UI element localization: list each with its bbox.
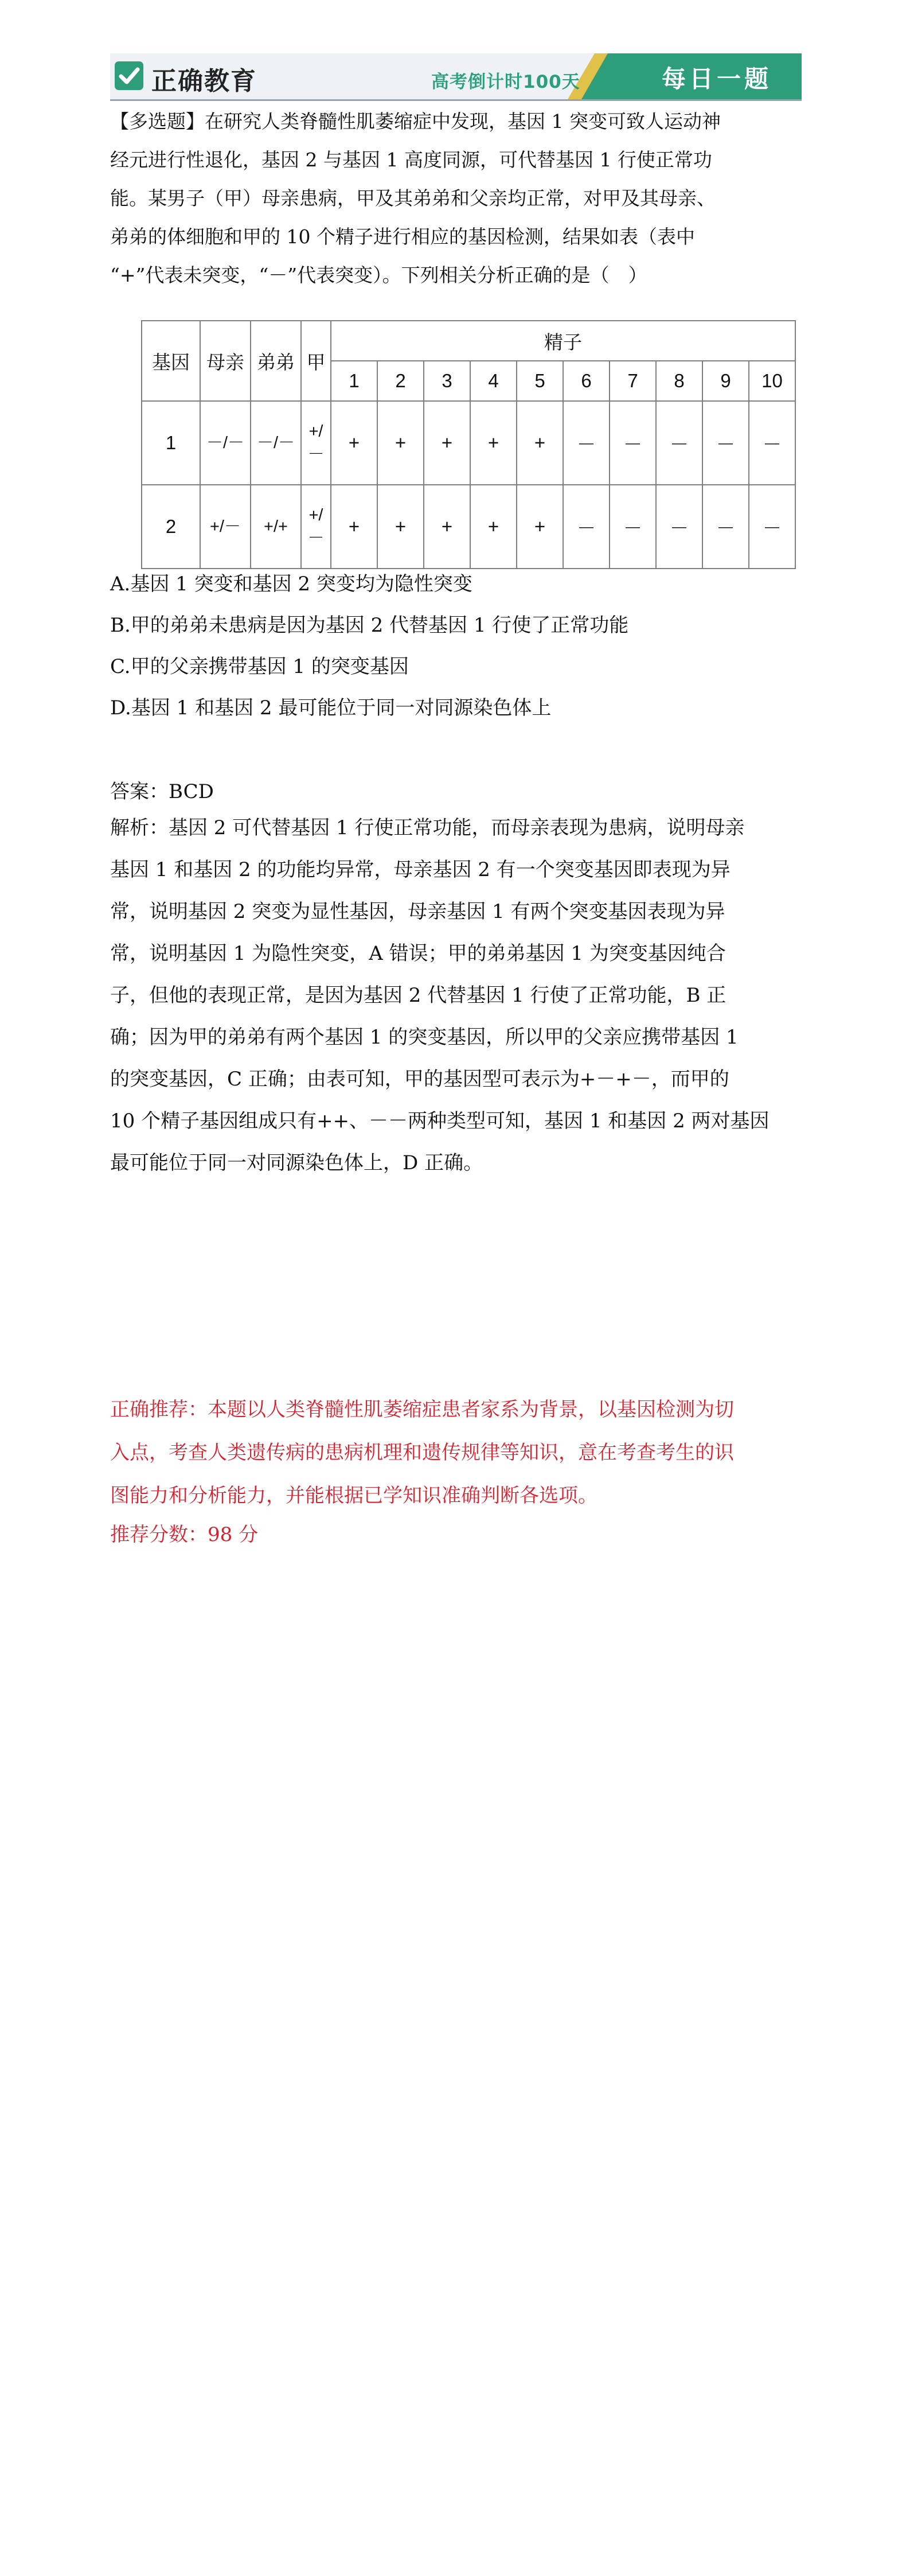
sperm-number: 9 [702, 361, 749, 401]
sperm-cell: + [377, 485, 424, 569]
option-d: D.基因 1 和基因 2 最可能位于同一对同源染色体上 [110, 696, 552, 719]
jia-genotype: +/－ [301, 401, 331, 485]
brand-name: 正确教育 [151, 67, 257, 96]
gene-cell: 2 [142, 485, 200, 569]
sperm-cell: + [377, 401, 424, 485]
sperm-number: 1 [331, 361, 377, 401]
exam-countdown: 高考倒计时100天 [431, 72, 580, 92]
daily-question-title: 每日一题 [662, 65, 772, 93]
question-line: 能。某男子（甲）母亲患病，甲及其弟弟和父亲均正常，对甲及其母亲、 [110, 187, 716, 209]
sperm-number: 8 [656, 361, 702, 401]
analysis-line: 常，说明基因 2 突变为显性基因，母亲基因 1 有两个突变基因表现为异 [110, 900, 725, 923]
sperm-number: 5 [517, 361, 563, 401]
sperm-cell: + [470, 401, 517, 485]
jia-genotype: +/－ [301, 485, 331, 569]
question-line: 经元进行性退化，基因 2 与基因 1 高度同源，可代替基因 1 行使正常功 [110, 149, 712, 171]
recommend-score: 推荐分数：98 分 [110, 1523, 259, 1546]
recommendation-line: 入点，考查人类遗传病的患病机理和遗传规律等知识，意在考查考生的识 [110, 1441, 734, 1464]
recommendation-line: 正确推荐：本题以人类脊髓性肌萎缩症患者家系为背景，以基因检测为切 [110, 1398, 734, 1421]
question-line: 【多选题】在研究人类脊髓性肌萎缩症中发现，基因 1 突变可致人运动神 [110, 110, 721, 133]
sperm-cell: + [331, 401, 377, 485]
sperm-cell: － [610, 485, 656, 569]
analysis-line: 的突变基因，C 正确；由表可知，甲的基因型可表示为+－+－，而甲的 [110, 1068, 729, 1091]
sperm-cell: + [470, 485, 517, 569]
sperm-number: 7 [610, 361, 656, 401]
sperm-cell: + [331, 485, 377, 569]
recommendation [110, 1388, 804, 1552]
check-logo-icon [115, 61, 143, 90]
analysis-line: 基因 1 和基因 2 的功能均异常，母亲基因 2 有一个突变基因即表现为异 [110, 858, 731, 881]
question-stem [110, 102, 804, 294]
sperm-number: 6 [563, 361, 610, 401]
sperm-cell: － [702, 485, 749, 569]
option-a: A.基因 1 突变和基因 2 突变均为隐性突变 [110, 573, 472, 596]
mother-genotype: －/－ [200, 401, 251, 485]
brother-genotype: +/+ [251, 485, 301, 569]
analysis-line: 最可能位于同一对同源染色体上，D 正确。 [110, 1151, 483, 1174]
analysis-line: 子，但他的表现正常，是因为基因 2 代替基因 1 行使了正常功能，B 正 [110, 984, 727, 1007]
table-row [142, 401, 795, 485]
question-line: “+”代表未突变，“－”代表突变）。下列相关分析正确的是（ ） [110, 264, 647, 286]
analysis-line: 确；因为甲的弟弟有两个基因 1 的突变基因，所以甲的父亲应携带基因 1 [110, 1026, 739, 1049]
header-banner [110, 53, 802, 101]
mother-genotype: +/－ [200, 485, 251, 569]
header-mother: 母亲 [200, 321, 251, 401]
sperm-number: 3 [424, 361, 470, 401]
brother-genotype: －/－ [251, 401, 301, 485]
sperm-cell: － [749, 401, 795, 485]
sperm-cell: － [563, 401, 610, 485]
sperm-cell: + [517, 485, 563, 569]
header-jia: 甲 [301, 321, 331, 401]
analysis [110, 807, 804, 1184]
sperm-cell: － [702, 401, 749, 485]
sperm-cell: － [749, 485, 795, 569]
question-line: 弟弟的体细胞和甲的 10 个精子进行相应的基因检测，结果如表（表中 [110, 225, 695, 248]
analysis-line: 解析：基因 2 可代替基因 1 行使正常功能，而母亲表现为患病，说明母亲 [110, 816, 745, 839]
analysis-line: 10 个精子基因组成只有++、－－两种类型可知，基因 1 和基因 2 两对基因 [110, 1110, 770, 1133]
header-sperm: 精子 [331, 321, 795, 361]
sperm-number: 10 [749, 361, 795, 401]
gene-test-table [141, 320, 796, 569]
sperm-cell: － [610, 401, 656, 485]
sperm-cell: － [656, 401, 702, 485]
analysis-line: 常，说明基因 1 为隐性突变，A 错误；甲的弟弟基因 1 为突变基因纯合 [110, 942, 726, 965]
table-row [142, 485, 795, 569]
sperm-cell: + [424, 401, 470, 485]
answer: 答案：BCD [110, 780, 214, 803]
sperm-cell: － [656, 485, 702, 569]
sperm-cell: + [424, 485, 470, 569]
sperm-number: 4 [470, 361, 517, 401]
sperm-cell: + [517, 401, 563, 485]
sperm-cell: － [563, 485, 610, 569]
recommendation-line: 图能力和分析能力，并能根据已学知识准确判断各选项。 [110, 1484, 597, 1507]
gene-cell: 1 [142, 401, 200, 485]
sperm-number: 2 [377, 361, 424, 401]
option-c: C.甲的父亲携带基因 1 的突变基因 [110, 655, 409, 678]
option-b: B.甲的弟弟未患病是因为基因 2 代替基因 1 行使了正常功能 [110, 614, 629, 637]
header-brother: 弟弟 [251, 321, 301, 401]
header-gene: 基因 [142, 321, 200, 401]
